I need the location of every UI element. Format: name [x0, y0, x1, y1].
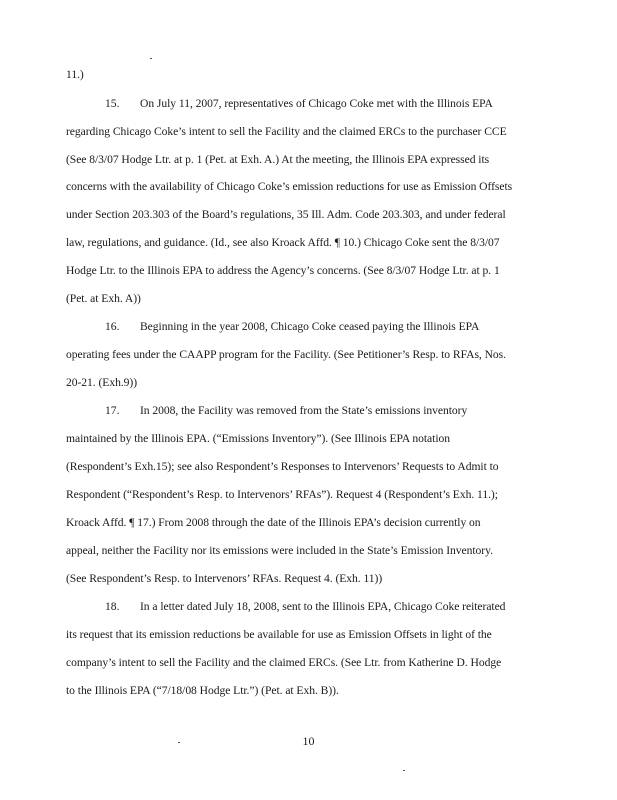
text-line: law, regulations, and guidance. (Id., see also Kroack Affd. ¶ 10.) Chicago Coke sent the 8/3/07 — [66, 236, 500, 249]
text-line: (See 8/3/07 Hodge Ltr. at p. 1 (Pet. at Exh. A.) At the meeting, the Illinois EPA expressed its — [66, 153, 490, 166]
paragraph-number: 17. — [105, 404, 120, 417]
text-line: maintained by the Illinois EPA. (“Emissions Inventory”). (See Illinois EPA notation — [66, 432, 450, 445]
text-line: In a letter dated July 18, 2008, sent to the Illinois EPA, Chicago Coke reiterated — [140, 600, 506, 613]
text-line: Hodge Ltr. to the Illinois EPA to address the Agency’s concerns. (See 8/3/07 Hodge Ltr. at p. 1 — [66, 264, 500, 277]
text-line: under Section 203.303 of the Board’s regulations, 35 Ill. Adm. Code 203.303, and under federal — [66, 208, 506, 221]
text-line: Beginning in the year 2008, Chicago Coke ceased paying the Illinois EPA — [140, 320, 480, 333]
text-line: concerns with the availability of Chicago Coke’s emission reductions for use as Emission Offsets — [66, 180, 513, 193]
text-line: (Respondent’s Exh.15); see also Respondent’s Responses to Intervenors’ Requests to Admit to — [66, 460, 499, 473]
text-line: appeal, neither the Facility nor its emissions were included in the State’s Emission Inventory. — [66, 544, 493, 557]
text-line: In 2008, the Facility was removed from the State’s emissions inventory — [140, 404, 468, 417]
text-line: regarding Chicago Coke’s intent to sell the Facility and the claimed ERCs to the purchaser CCE — [66, 125, 507, 138]
text-line: Kroack Affd. ¶ 17.) From 2008 through the date of the Illinois EPA’s decision currently on — [66, 516, 481, 529]
text-line: its request that its emission reductions be available for use as Emission Offsets in light of the — [66, 628, 492, 641]
text-line: (Pet. at Exh. A)) — [66, 292, 141, 305]
text-line: 11.) — [66, 68, 84, 81]
text-line: Respondent (“Respondent’s Resp. to Intervenors’ RFAs”). Request 4 (Respondent’s Exh. 11.); — [66, 488, 498, 501]
paragraph-number: 15. — [105, 97, 120, 110]
text-line: operating fees under the CAAPP program for the Facility. (See Petitioner’s Resp. to RFAs, Nos. — [66, 348, 506, 361]
paragraph-number: 18. — [105, 600, 120, 613]
page-number: 10 — [302, 734, 315, 748]
text-line: (See Respondent’s Resp. to Intervenors’ RFAs. Request 4. (Exh. 11)) — [66, 572, 383, 585]
text-line: to the Illinois EPA (“7/18/08 Hodge Ltr.”) (Pet. at Exh. B)). — [66, 684, 339, 697]
paragraph-number: 16. — [105, 320, 120, 333]
scan-speck — [150, 58, 152, 59]
scan-speck — [178, 742, 180, 743]
text-line: company’s intent to sell the Facility and the claimed ERCs. (See Ltr. from Katherine D. Hodge — [66, 656, 502, 669]
text-line: 20-21. (Exh.9)) — [66, 376, 138, 389]
text-line: On July 11, 2007, representatives of Chicago Coke met with the Illinois EPA — [140, 97, 493, 110]
scan-speck — [403, 770, 405, 771]
